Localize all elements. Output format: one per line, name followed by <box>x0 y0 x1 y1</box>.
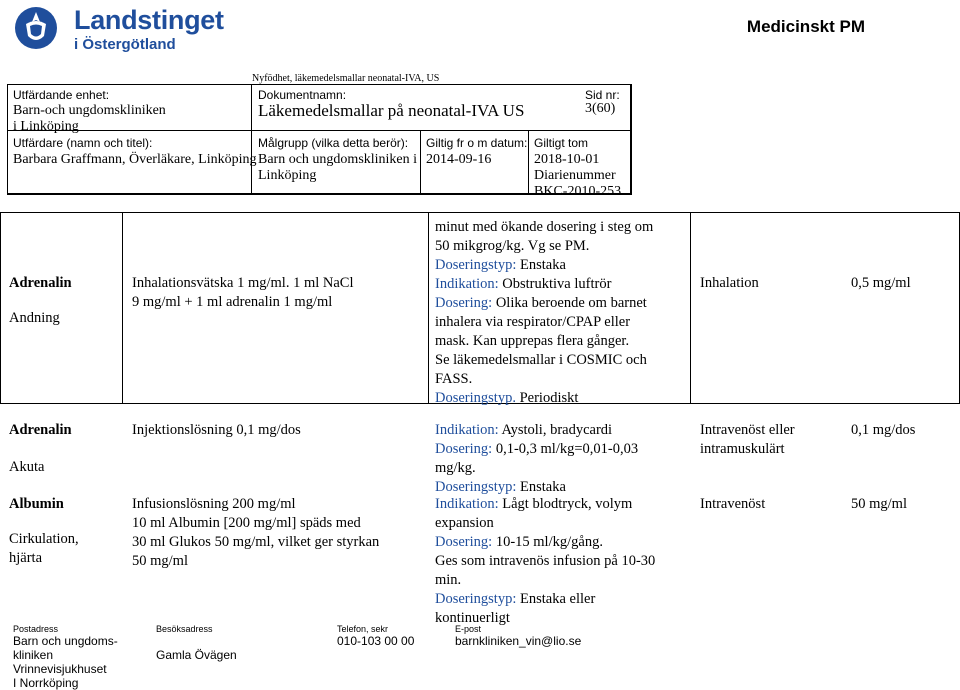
issuing-unit-label: Utfärdande enhet: <box>13 88 110 102</box>
drug-use: Cirkulation, hjärta <box>9 531 79 566</box>
postal-value: Barn och ungdoms- kliniken Vrinnevisjukhuset I Norrköping <box>13 634 118 690</box>
target-label: Målgrupp (vilka detta berör): <box>258 136 409 150</box>
issuer-value: Barbara Graffmann, Överläkare, Linköping <box>13 152 257 167</box>
issuing-unit-value: Barn-och ungdomskliniken i Linköping <box>13 103 166 134</box>
phone-label: Telefon, sekr <box>337 624 389 634</box>
page-value: 3(60) <box>585 101 616 116</box>
drug-name: Adrenalin <box>9 275 72 291</box>
doc-name-value: Läkemedelsmallar på neonatal-IVA US <box>258 101 525 120</box>
issuer-label: Utfärdare (namn och titel): <box>13 136 153 150</box>
drug-strength: 50 mg/ml <box>851 496 907 512</box>
drug-info: Indikation: Lågt blodtryck, volym expansion Dosering: 10-15 ml/kg/gång. Ges som intravenös infusion på 10-30 min. Doseringstyp: Enstaka eller kontinuerligt <box>435 496 656 626</box>
table-rule-top <box>0 212 960 213</box>
email-label: E-post <box>455 624 482 634</box>
logo-subtitle: i Östergötland <box>74 36 176 53</box>
valid-from-label: Giltig fr o m datum: <box>426 136 528 150</box>
phone-value: 010-103 00 00 <box>337 634 415 648</box>
drug-preparation: Inhalationsvätska 1 mg/ml. 1 ml NaCl 9 mg/ml + 1 ml adrenalin 1 mg/ml <box>132 275 354 310</box>
valid-to-label: Giltigt tom <box>534 136 589 150</box>
drug-use: Akuta <box>9 459 45 475</box>
document-header <box>7 84 632 199</box>
visit-label: Besöksadress <box>156 624 213 634</box>
drug-route: Intravenöst <box>700 496 766 512</box>
doc-name-label: Dokumentnamn: <box>258 88 347 102</box>
page-label: Sid nr: <box>585 88 620 102</box>
valid-to-value: 2018-10-01 Diarienummer BKC-2010-253 <box>534 152 622 199</box>
valid-from-value: 2014-09-16 <box>426 152 492 167</box>
document-type: Medicinskt PM <box>746 17 865 36</box>
logo-name: Landstinget <box>74 5 224 35</box>
target-value: Barn och ungdomskliniken i Linköping <box>258 152 418 183</box>
drug-preparation: Injektionslösning 0,1 mg/dos <box>132 422 301 438</box>
landstinget-logo <box>14 4 224 53</box>
drug-strength: 0,5 mg/ml <box>851 275 911 291</box>
classification: Nyfödhet, läkemedelsmallar neonatal-IVA, US <box>252 73 440 84</box>
drug-name: Albumin <box>9 496 64 512</box>
visit-value: Gamla Övägen <box>156 648 237 662</box>
drug-preparation: Infusionslösning 200 mg/ml 10 ml Albumin [200 mg/ml] späds med 30 ml Glukos 50 mg/ml, vilket ger styrkan 50 mg/ml <box>132 496 380 569</box>
drug-strength: 0,1 mg/dos <box>851 422 916 438</box>
drug-use: Andning <box>9 310 60 326</box>
drug-name: Adrenalin <box>9 422 72 438</box>
drug-info: minut med ökande dosering i steg om 50 mikgrog/kg. Vg se PM. Doseringstyp: Enstaka Indikation: Obstruktiva luftrör Dosering: Olika beroende om barnet inhalera via respirator/CPAP eller mask. Kan upprepas flera gånger. Se läkemedelsmallar i COSMIC och FASS. Doseringstyp. Periodiskt <box>435 219 654 406</box>
landstinget-emblem-icon <box>14 6 58 50</box>
email-link[interactable]: barnkliniken_vin@lio.se <box>455 634 582 648</box>
postal-label: Postadress <box>13 624 59 634</box>
drug-route: Intravenöst eller intramuskulärt <box>700 422 795 457</box>
drug-route: Inhalation <box>700 275 759 291</box>
drug-info: Indikation: Aystoli, bradycardi Dosering: 0,1-0,3 ml/kg=0,01-0,03 mg/kg. Doseringstyp: Enstaka <box>435 422 639 495</box>
